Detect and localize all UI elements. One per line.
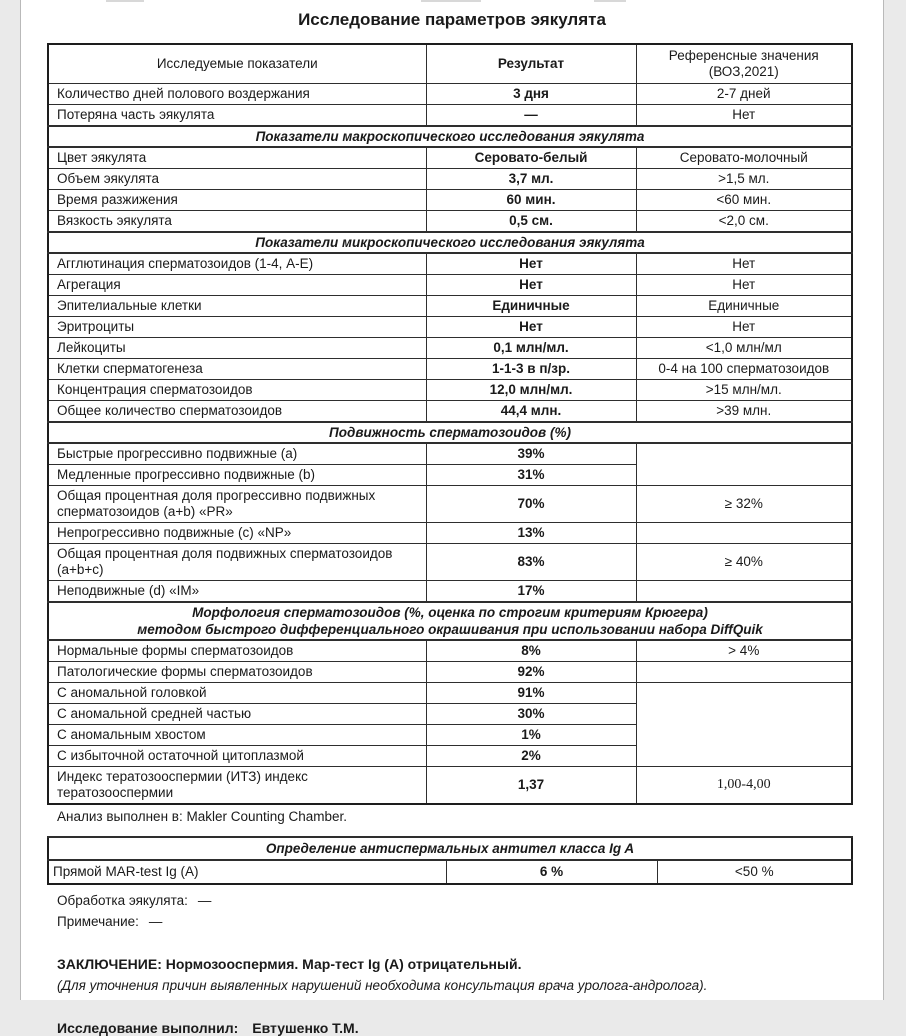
row-reference: Единичные — [636, 296, 852, 317]
table-row — [48, 296, 852, 317]
row-reference: <50 % — [657, 860, 852, 884]
section-row — [48, 126, 852, 147]
row-label: Объем эякулята — [48, 169, 426, 190]
row-reference: ≥ 40% — [636, 544, 852, 581]
row-reference: ≥ 32% — [636, 486, 852, 523]
row-label: С аномальным хвостом — [48, 725, 426, 746]
row-result: 44,4 млн. — [426, 401, 636, 423]
row-reference — [636, 662, 852, 683]
row-label: Индекс тератозооспермии (ИТЗ) индекс тератозооспермии — [48, 767, 426, 805]
document-page — [20, 0, 884, 1036]
table-row — [48, 359, 852, 380]
page-top-artifact — [594, 0, 626, 2]
row-reference: >1,5 мл. — [636, 169, 852, 190]
row-reference: > 4% — [636, 640, 852, 662]
row-reference — [636, 581, 852, 603]
row-label: Общее количество сперматозоидов — [48, 401, 426, 423]
table-header-row — [48, 44, 852, 84]
row-result: 0,5 см. — [426, 211, 636, 233]
row-result: Нет — [426, 253, 636, 275]
row-result: 92% — [426, 662, 636, 683]
row-result: 13% — [426, 523, 636, 544]
row-result: 1-1-3 в п/зр. — [426, 359, 636, 380]
row-label: Общая процентная доля прогрессивно подвижных сперматозоидов (a+b) «PR» — [48, 486, 426, 523]
row-label: С аномальной головкой — [48, 683, 426, 704]
table-row — [48, 662, 852, 683]
column-header-reference — [636, 44, 852, 84]
row-result: Нет — [426, 317, 636, 338]
processing-value: — — [197, 893, 212, 908]
row-reference: 2-7 дней — [636, 84, 852, 105]
results-table-body — [48, 84, 852, 805]
section-header: Морфология сперматозоидов (%, оценка по строгим критериям Крюгера) методом быстрого дифференциального окрашивания при использовании набора DiffQuik — [48, 602, 852, 640]
row-result: 17% — [426, 581, 636, 603]
row-result: 8% — [426, 640, 636, 662]
results-table — [47, 43, 853, 805]
table-row — [48, 523, 852, 544]
row-label: Неподвижные (d) «IM» — [48, 581, 426, 603]
remark-note — [57, 913, 883, 930]
remark-label: Примечание: — [57, 914, 139, 929]
row-label: Непрогрессивно подвижные (c) «NP» — [48, 523, 426, 544]
table-row — [48, 443, 852, 465]
row-result: 91% — [426, 683, 636, 704]
processing-label: Обработка эякулята: — [57, 893, 188, 908]
section-row — [48, 602, 852, 640]
section-header: Подвижность сперматозоидов (%) — [48, 422, 852, 443]
row-label: Нормальные формы сперматозоидов — [48, 640, 426, 662]
section-header: Показатели макроскопического исследования эякулята — [48, 126, 852, 147]
section-header: Определение антиспермальных антител класса Ig A — [48, 837, 852, 860]
row-result: 1,37 — [426, 767, 636, 805]
row-reference — [636, 523, 852, 544]
table-row — [48, 147, 852, 169]
table-row — [48, 640, 852, 662]
reference-header-line2: (ВОЗ,2021) — [708, 64, 779, 79]
row-label: Прямой MAR-test Ig (A) — [48, 860, 446, 884]
table-row — [48, 84, 852, 105]
page-top-artifact — [421, 0, 481, 2]
row-label: Быстрые прогрессивно подвижные (a) — [48, 443, 426, 465]
row-reference: Нет — [636, 253, 852, 275]
row-label: Вязкость эякулята — [48, 211, 426, 233]
column-header-indicators: Исследуемые показатели — [48, 44, 426, 84]
section-row — [48, 422, 852, 443]
row-result: 83% — [426, 544, 636, 581]
conclusion-text: ЗАКЛЮЧЕНИЕ: Нормозооспермия. Мар-тест Ig (А) отрицательный. — [57, 956, 522, 972]
row-label: Агрегация — [48, 275, 426, 296]
row-label: Лейкоциты — [48, 338, 426, 359]
row-reference: >39 млн. — [636, 401, 852, 423]
table-row — [48, 317, 852, 338]
section-row — [48, 232, 852, 253]
table-row — [48, 486, 852, 523]
row-reference: 0-4 на 100 сперматозоидов — [636, 359, 852, 380]
row-label: Эритроциты — [48, 317, 426, 338]
row-reference — [636, 443, 852, 486]
table-row — [48, 860, 852, 884]
row-label: Время разжижения — [48, 190, 426, 211]
page-top-artifact — [106, 0, 144, 2]
table-row — [48, 544, 852, 581]
performed-by-name: Евтушенко Т.М. — [252, 1020, 359, 1036]
row-result: 2% — [426, 746, 636, 767]
table-row — [48, 105, 852, 127]
row-result: 60 мин. — [426, 190, 636, 211]
table-row — [48, 169, 852, 190]
mar-table-body — [48, 837, 852, 884]
row-label: Эпителиальные клетки — [48, 296, 426, 317]
table-row — [48, 275, 852, 296]
row-result: Серовато-белый — [426, 147, 636, 169]
table-row — [48, 581, 852, 603]
performed-by-line — [57, 1020, 883, 1036]
row-label: Цвет эякулята — [48, 147, 426, 169]
row-reference — [636, 683, 852, 767]
row-label: Агглютинация сперматозоидов (1-4, А-Е) — [48, 253, 426, 275]
processing-note — [57, 892, 883, 909]
row-label: Потеряна часть эякулята — [48, 105, 426, 127]
row-result: 0,1 млн/мл. — [426, 338, 636, 359]
row-label: Общая процентная доля подвижных сперматозоидов (a+b+c) — [48, 544, 426, 581]
reference-header-line1: Референсные значения — [668, 48, 819, 63]
column-header-result: Результат — [426, 44, 636, 84]
mar-test-table — [47, 836, 853, 885]
row-label: С избыточной остаточной цитоплазмой — [48, 746, 426, 767]
row-result: 70% — [426, 486, 636, 523]
table-row — [48, 211, 852, 233]
table-row — [48, 683, 852, 704]
analysis-location-note: Анализ выполнен в: Makler Counting Chamber. — [57, 809, 348, 824]
row-result: 1% — [426, 725, 636, 746]
section-header: Показатели микроскопического исследования эякулята — [48, 232, 852, 253]
row-result: 6 % — [446, 860, 657, 884]
row-label: Концентрация сперматозоидов — [48, 380, 426, 401]
row-reference: Нет — [636, 317, 852, 338]
row-result: 31% — [426, 465, 636, 486]
table-row — [48, 380, 852, 401]
table-row — [48, 401, 852, 423]
row-result: 3 дня — [426, 84, 636, 105]
row-result: 12,0 млн/мл. — [426, 380, 636, 401]
row-label: Клетки сперматогенеза — [48, 359, 426, 380]
row-result: Единичные — [426, 296, 636, 317]
section-row — [48, 837, 852, 860]
row-result: 3,7 мл. — [426, 169, 636, 190]
table-row — [48, 338, 852, 359]
row-reference: Нет — [636, 275, 852, 296]
conclusion-advice: (Для уточнения причин выявленных нарушений необходима консультация врача уролога-андролога). — [57, 978, 708, 993]
row-reference: <2,0 см. — [636, 211, 852, 233]
row-label: Патологические формы сперматозоидов — [48, 662, 426, 683]
table-row — [48, 767, 852, 805]
row-reference: Серовато-молочный — [636, 147, 852, 169]
table-row — [48, 253, 852, 275]
row-reference: >15 млн/мл. — [636, 380, 852, 401]
row-reference: <1,0 млн/мл — [636, 338, 852, 359]
performed-by-label: Исследование выполнил: — [57, 1020, 239, 1036]
page-title: Исследование параметров эякулята — [298, 10, 606, 29]
row-label: Количество дней полового воздержания — [48, 84, 426, 105]
row-result: Нет — [426, 275, 636, 296]
row-result: — — [426, 105, 636, 127]
table-row — [48, 190, 852, 211]
remark-value: — — [148, 914, 163, 929]
row-reference: <60 мин. — [636, 190, 852, 211]
row-result: 30% — [426, 704, 636, 725]
row-label: С аномальной средней частью — [48, 704, 426, 725]
row-reference: Нет — [636, 105, 852, 127]
row-label: Медленные прогрессивно подвижные (b) — [48, 465, 426, 486]
row-reference: 1,00-4,00 — [636, 767, 852, 805]
row-result: 39% — [426, 443, 636, 465]
